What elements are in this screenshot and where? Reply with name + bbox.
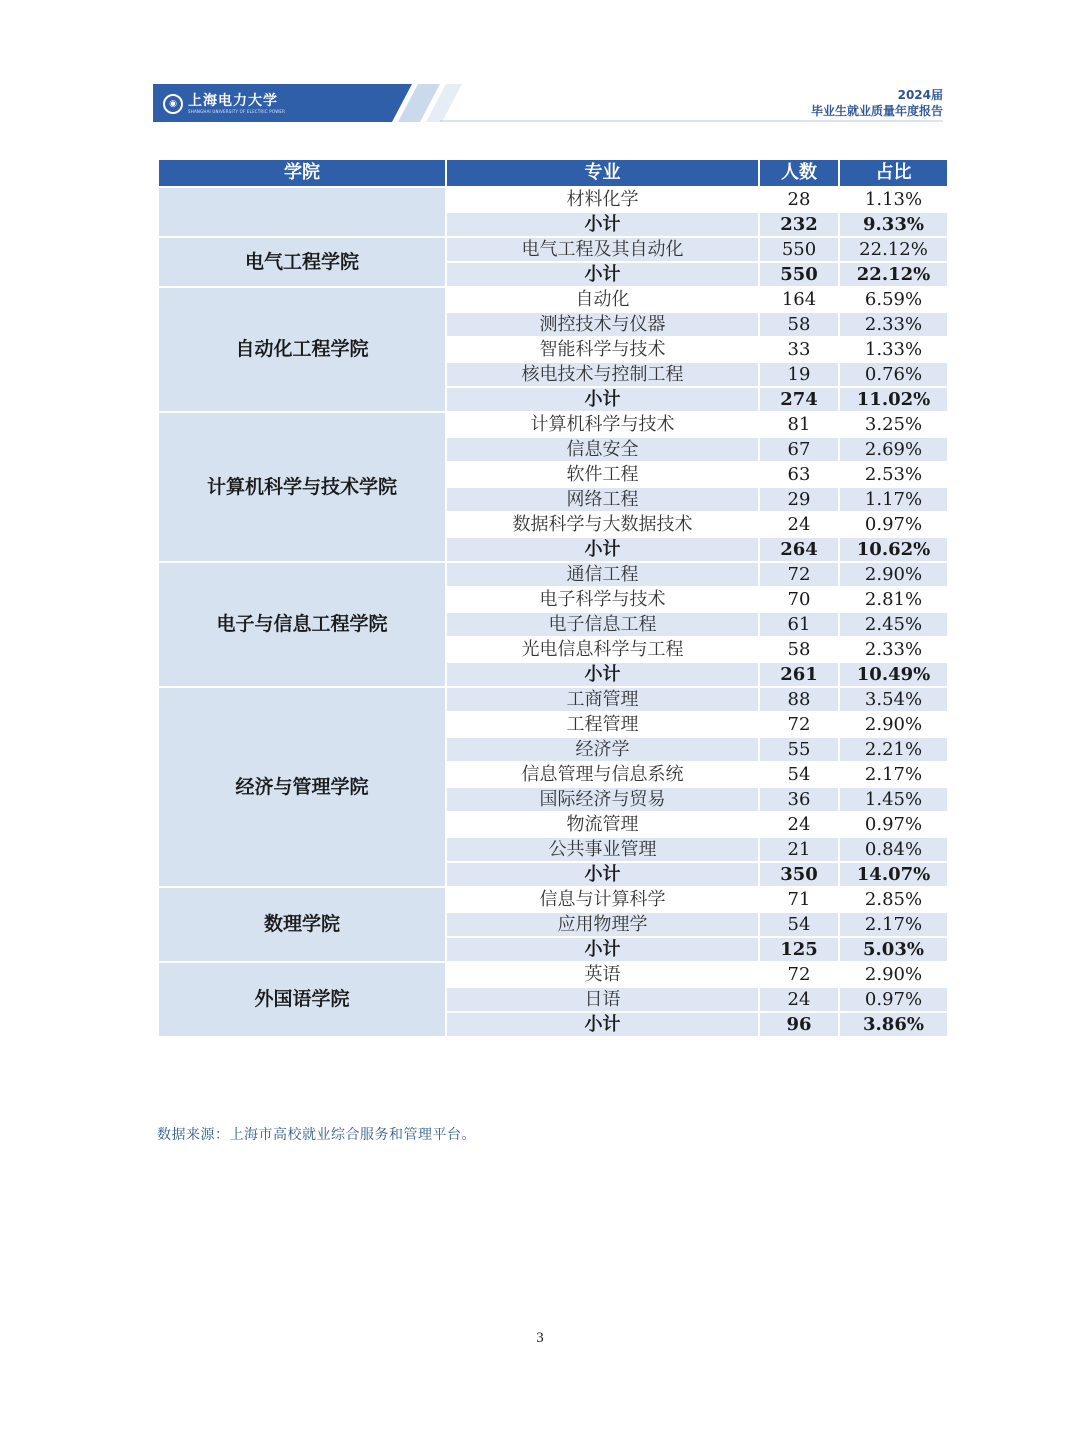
major-cell: 日语 <box>446 987 759 1012</box>
percent-cell: 22.12% <box>839 237 948 262</box>
college-cell: 自动化工程学院 <box>158 287 446 412</box>
college-cell: 经济与管理学院 <box>158 687 446 887</box>
count-cell: 550 <box>759 237 839 262</box>
college-cell: 电子与信息工程学院 <box>158 562 446 687</box>
college-cell <box>158 187 446 237</box>
percent-cell: 0.97% <box>839 987 948 1012</box>
column-header-college: 学院 <box>158 159 446 187</box>
percent-cell: 0.76% <box>839 362 948 387</box>
data-source-note: 数据来源：上海市高校就业综合服务和管理平台。 <box>157 1127 476 1143</box>
count-cell: 63 <box>759 462 839 487</box>
percent-cell: 0.97% <box>839 512 948 537</box>
major-cell: 国际经济与贸易 <box>446 787 759 812</box>
count-cell: 54 <box>759 762 839 787</box>
major-cell: 小计 <box>446 262 759 287</box>
count-cell: 54 <box>759 912 839 937</box>
percent-cell: 2.33% <box>839 312 948 337</box>
count-cell: 550 <box>759 262 839 287</box>
percent-cell: 2.90% <box>839 562 948 587</box>
column-header-count: 人数 <box>759 159 839 187</box>
major-cell: 公共事业管理 <box>446 837 759 862</box>
major-cell: 信息与计算科学 <box>446 887 759 912</box>
percent-cell: 2.81% <box>839 587 948 612</box>
percent-cell: 3.54% <box>839 687 948 712</box>
report-year: 2024届 <box>897 88 943 102</box>
major-cell: 小计 <box>446 387 759 412</box>
count-cell: 61 <box>759 612 839 637</box>
major-cell: 电子科学与技术 <box>446 587 759 612</box>
percent-cell: 0.84% <box>839 837 948 862</box>
college-cell: 数理学院 <box>158 887 446 962</box>
college-cell: 外国语学院 <box>158 962 446 1037</box>
percent-cell: 0.97% <box>839 812 948 837</box>
major-cell: 计算机科学与技术 <box>446 412 759 437</box>
report-title <box>811 87 943 119</box>
count-cell: 24 <box>759 812 839 837</box>
major-cell: 软件工程 <box>446 462 759 487</box>
percent-cell: 11.02% <box>839 387 948 412</box>
count-cell: 28 <box>759 187 839 212</box>
percent-cell: 1.45% <box>839 787 948 812</box>
percent-cell: 2.85% <box>839 887 948 912</box>
major-cell: 小计 <box>446 937 759 962</box>
major-cell: 小计 <box>446 862 759 887</box>
count-cell: 96 <box>759 1012 839 1037</box>
percent-cell: 9.33% <box>839 212 948 237</box>
count-cell: 67 <box>759 437 839 462</box>
percent-cell: 2.33% <box>839 637 948 662</box>
percent-cell: 5.03% <box>839 937 948 962</box>
percent-cell: 2.90% <box>839 712 948 737</box>
major-cell: 测控技术与仪器 <box>446 312 759 337</box>
percent-cell: 2.21% <box>839 737 948 762</box>
count-cell: 70 <box>759 587 839 612</box>
percent-cell: 14.07% <box>839 862 948 887</box>
major-distribution-table <box>157 158 949 1038</box>
percent-cell: 10.49% <box>839 662 948 687</box>
major-cell: 经济学 <box>446 737 759 762</box>
table-row <box>158 287 948 312</box>
percent-cell: 2.45% <box>839 612 948 637</box>
percent-cell: 10.62% <box>839 537 948 562</box>
percent-cell: 22.12% <box>839 262 948 287</box>
table-row <box>158 187 948 212</box>
count-cell: 350 <box>759 862 839 887</box>
count-cell: 164 <box>759 287 839 312</box>
count-cell: 88 <box>759 687 839 712</box>
count-cell: 55 <box>759 737 839 762</box>
count-cell: 58 <box>759 637 839 662</box>
report-name: 毕业生就业质量年度报告 <box>810 104 943 118</box>
college-cell: 电气工程学院 <box>158 237 446 287</box>
count-cell: 21 <box>759 837 839 862</box>
percent-cell: 1.17% <box>839 487 948 512</box>
count-cell: 33 <box>759 337 839 362</box>
major-cell: 信息安全 <box>446 437 759 462</box>
page-header <box>0 0 1080 130</box>
logo-text: 上海电力大学 <box>188 93 278 109</box>
table-row <box>158 687 948 712</box>
count-cell: 72 <box>759 562 839 587</box>
percent-cell: 2.69% <box>839 437 948 462</box>
major-cell: 数据科学与大数据技术 <box>446 512 759 537</box>
university-seal-icon: ◉ <box>163 94 183 114</box>
major-cell: 信息管理与信息系统 <box>446 762 759 787</box>
percent-cell: 3.86% <box>839 1012 948 1037</box>
percent-cell: 2.90% <box>839 962 948 987</box>
major-cell: 光电信息科学与工程 <box>446 637 759 662</box>
major-cell: 应用物理学 <box>446 912 759 937</box>
table-row <box>158 962 948 987</box>
major-cell: 智能科学与技术 <box>446 337 759 362</box>
count-cell: 264 <box>759 537 839 562</box>
logo-subtext: SHANGHAI UNIVERSITY OF ELECTRIC POWER <box>188 109 286 114</box>
count-cell: 125 <box>759 937 839 962</box>
major-cell: 网络工程 <box>446 487 759 512</box>
count-cell: 71 <box>759 887 839 912</box>
percent-cell: 1.33% <box>839 337 948 362</box>
percent-cell: 6.59% <box>839 287 948 312</box>
count-cell: 261 <box>759 662 839 687</box>
percent-cell: 3.25% <box>839 412 948 437</box>
table-row <box>158 562 948 587</box>
table-header-row <box>158 159 948 187</box>
percent-cell: 2.53% <box>839 462 948 487</box>
college-cell: 计算机科学与技术学院 <box>158 412 446 562</box>
count-cell: 274 <box>759 387 839 412</box>
major-cell: 小计 <box>446 1012 759 1037</box>
page-number: 3 <box>536 1330 544 1346</box>
major-cell: 小计 <box>446 212 759 237</box>
percent-cell: 1.13% <box>839 187 948 212</box>
major-cell: 小计 <box>446 662 759 687</box>
column-header-major: 专业 <box>446 159 759 187</box>
table-body <box>158 187 948 1037</box>
major-cell: 英语 <box>446 962 759 987</box>
count-cell: 72 <box>759 962 839 987</box>
percent-cell: 2.17% <box>839 762 948 787</box>
count-cell: 81 <box>759 412 839 437</box>
major-cell: 物流管理 <box>446 812 759 837</box>
major-cell: 电子信息工程 <box>446 612 759 637</box>
university-logo <box>163 90 313 118</box>
major-cell: 电气工程及其自动化 <box>446 237 759 262</box>
table-row <box>158 887 948 912</box>
major-cell: 核电技术与控制工程 <box>446 362 759 387</box>
count-cell: 36 <box>759 787 839 812</box>
major-cell: 工程管理 <box>446 712 759 737</box>
count-cell: 24 <box>759 512 839 537</box>
table-row <box>158 412 948 437</box>
count-cell: 232 <box>759 212 839 237</box>
count-cell: 19 <box>759 362 839 387</box>
table-row <box>158 237 948 262</box>
count-cell: 29 <box>759 487 839 512</box>
major-cell: 自动化 <box>446 287 759 312</box>
count-cell: 24 <box>759 987 839 1012</box>
major-cell: 通信工程 <box>446 562 759 587</box>
count-cell: 72 <box>759 712 839 737</box>
major-cell: 工商管理 <box>446 687 759 712</box>
column-header-percent: 占比 <box>839 159 948 187</box>
major-cell: 材料化学 <box>446 187 759 212</box>
count-cell: 58 <box>759 312 839 337</box>
major-cell: 小计 <box>446 537 759 562</box>
percent-cell: 2.17% <box>839 912 948 937</box>
